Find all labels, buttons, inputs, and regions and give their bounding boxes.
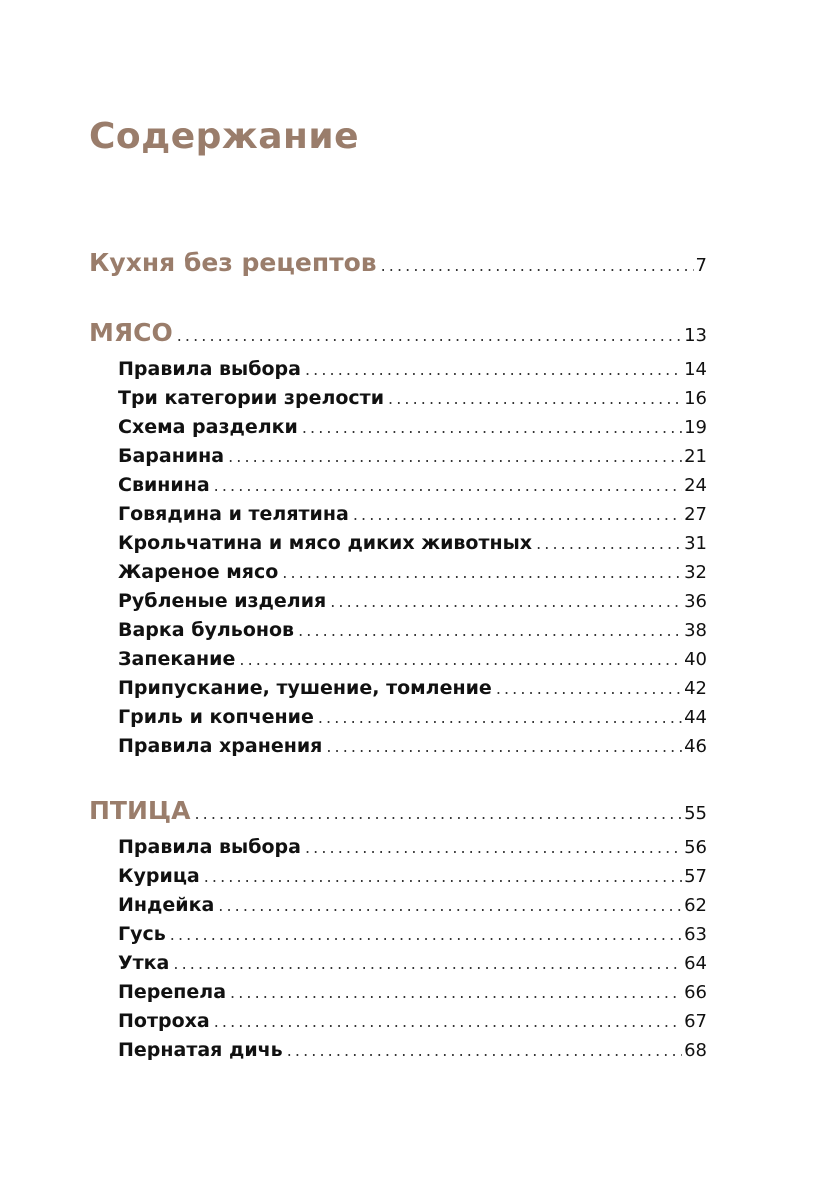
dot-leader: [388, 391, 682, 407]
toc-label: Схема разделки: [118, 416, 298, 438]
toc-page-number: 66: [684, 982, 707, 1003]
toc-page-number: 57: [684, 866, 707, 887]
toc-entry[interactable]: [118, 534, 707, 553]
dot-leader: [194, 806, 682, 822]
toc-label: Жареное мясо: [118, 561, 279, 583]
toc-label: Запекание: [118, 648, 236, 670]
toc-page-number: 31: [684, 533, 707, 554]
toc-entry[interactable]: [118, 983, 707, 1002]
toc-section-meat[interactable]: [89, 320, 707, 345]
toc-label: Правила хранения: [118, 735, 323, 757]
toc-label: Баранина: [118, 445, 225, 467]
dot-leader: [177, 328, 682, 344]
toc-page-number: 13: [684, 325, 707, 346]
dot-leader: [381, 258, 694, 274]
toc-label: Правила выбора: [118, 358, 301, 380]
toc-label: Потроха: [118, 1010, 210, 1032]
toc-page-number: 68: [684, 1040, 707, 1061]
toc-entry[interactable]: [118, 867, 707, 886]
toc-entry-intro[interactable]: [89, 250, 707, 275]
toc-page-number: 40: [684, 649, 707, 670]
toc-label: Перепела: [118, 981, 227, 1003]
toc-page-number: 63: [684, 924, 707, 945]
toc-page-number: 14: [684, 359, 707, 380]
toc-label: Индейка: [118, 894, 215, 916]
toc-page-number: 36: [684, 591, 707, 612]
toc-entry[interactable]: [118, 418, 707, 437]
dot-leader: [536, 536, 682, 552]
toc-section-poultry[interactable]: [89, 798, 707, 823]
toc-label: Пернатая дичь: [118, 1039, 283, 1061]
dot-leader: [302, 420, 682, 436]
dot-leader: [214, 1014, 682, 1030]
toc-entry[interactable]: [118, 505, 707, 524]
toc-label: Свинина: [118, 474, 210, 496]
toc-label: Варка бульонов: [118, 619, 295, 641]
dot-leader: [353, 507, 682, 523]
toc-entry[interactable]: [118, 708, 707, 727]
dot-leader: [230, 985, 682, 1001]
toc-page-number: 16: [684, 388, 707, 409]
toc-page-number: 38: [684, 620, 707, 641]
toc-page-number: 67: [684, 1011, 707, 1032]
toc-page-number: 44: [684, 707, 707, 728]
toc-label: Гриль и копчение: [118, 706, 314, 728]
toc-entry[interactable]: [118, 954, 707, 973]
dot-leader: [173, 956, 682, 972]
toc-page-number: 27: [684, 504, 707, 525]
dot-leader: [326, 739, 682, 755]
toc-page-number: 24: [684, 475, 707, 496]
toc-entry[interactable]: [118, 925, 707, 944]
dot-leader: [287, 1043, 682, 1059]
toc-page-number: 56: [684, 837, 707, 858]
toc-page-number: 55: [684, 803, 707, 824]
toc-page-number: 64: [684, 953, 707, 974]
dot-leader: [204, 869, 682, 885]
toc-page-number: 42: [684, 678, 707, 699]
dot-leader: [170, 927, 682, 943]
toc-label: ПТИЦА: [89, 796, 191, 825]
toc-entry[interactable]: [118, 737, 707, 756]
toc-entry[interactable]: [118, 1041, 707, 1060]
toc-entry[interactable]: [118, 592, 707, 611]
toc-page-number: 21: [684, 446, 707, 467]
toc-entry[interactable]: [118, 650, 707, 669]
dot-leader: [318, 710, 682, 726]
toc-label: Припускание, тушение, томление: [118, 677, 492, 699]
toc-entry[interactable]: [118, 679, 707, 698]
toc-label: Кухня без рецептов: [89, 248, 377, 277]
toc-entry[interactable]: [118, 476, 707, 495]
dot-leader: [282, 565, 682, 581]
toc-page-number: 7: [695, 255, 707, 276]
toc-page-number: 32: [684, 562, 707, 583]
toc-label: Утка: [118, 952, 170, 974]
toc-entry[interactable]: [118, 360, 707, 379]
toc-label: Курица: [118, 865, 200, 887]
dot-leader: [228, 449, 682, 465]
toc-entry[interactable]: [118, 1012, 707, 1031]
dot-leader: [305, 840, 682, 856]
page-title: Содержание: [89, 116, 360, 157]
toc-page-number: 19: [684, 417, 707, 438]
dot-leader: [305, 362, 682, 378]
toc-page-number: 62: [684, 895, 707, 916]
toc-label: Гусь: [118, 923, 166, 945]
toc-entry[interactable]: [118, 563, 707, 582]
toc-label: Крольчатина и мясо диких животных: [118, 532, 533, 554]
toc-label: Рубленые изделия: [118, 590, 327, 612]
toc-label: Правила выбора: [118, 836, 301, 858]
toc-label: Три категории зрелости: [118, 387, 385, 409]
toc-page-number: 46: [684, 736, 707, 757]
dot-leader: [218, 898, 682, 914]
dot-leader: [330, 594, 682, 610]
dot-leader: [496, 681, 682, 697]
toc-entry[interactable]: [118, 621, 707, 640]
toc-entry[interactable]: [118, 447, 707, 466]
dot-leader: [239, 652, 682, 668]
dot-leader: [298, 623, 682, 639]
toc-label: Говядина и телятина: [118, 503, 349, 525]
toc-entry[interactable]: [118, 896, 707, 915]
toc-label: МЯСО: [89, 318, 173, 347]
toc-entry[interactable]: [118, 389, 707, 408]
dot-leader: [214, 478, 682, 494]
toc-entry[interactable]: [118, 838, 707, 857]
